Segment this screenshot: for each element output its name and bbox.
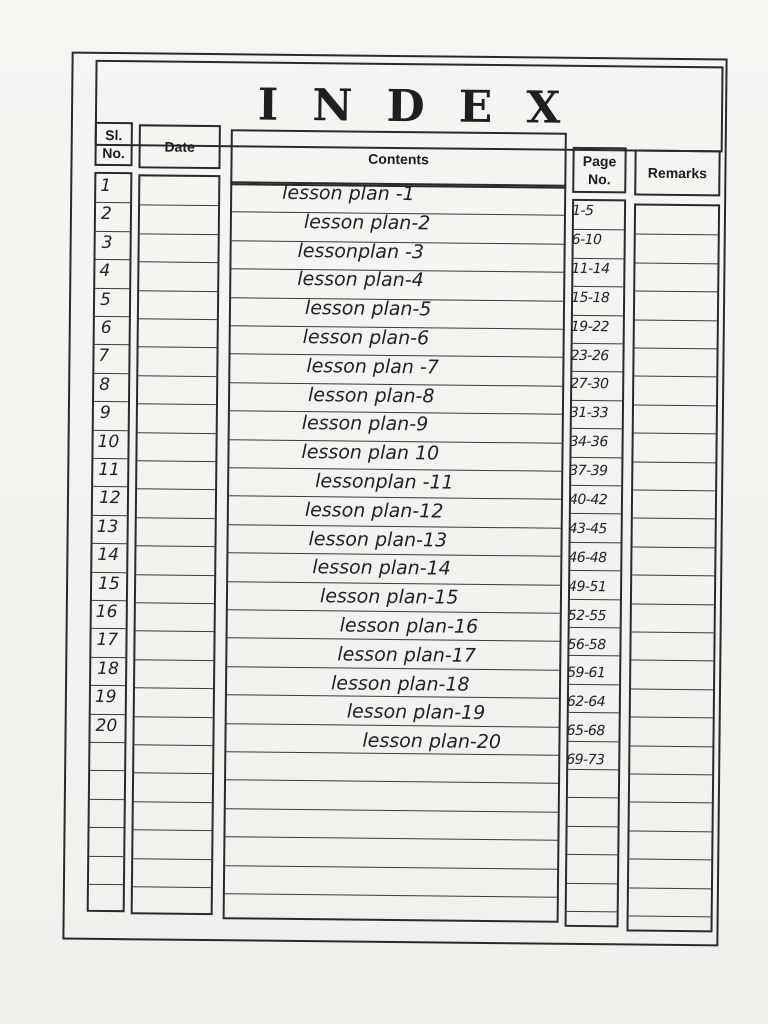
entry-page-range: 49-51 xyxy=(568,578,607,595)
row-rule xyxy=(226,808,558,812)
entry-content: lesson plan-19 xyxy=(346,700,486,725)
entry-page-range: 37-39 xyxy=(569,462,608,480)
row-rule xyxy=(633,546,715,548)
row-rule xyxy=(571,485,621,487)
row-rule xyxy=(134,801,212,803)
entry-content: lesson plan-16 xyxy=(339,614,479,638)
entry-page-range: 65-68 xyxy=(566,722,605,740)
row-rule xyxy=(567,911,617,913)
row-rule xyxy=(630,802,712,804)
header-sl-no: Sl. No. xyxy=(94,122,132,166)
entry-content: lesson plan-4 xyxy=(297,268,424,292)
row-rule xyxy=(134,773,212,775)
entry-page-range: 52-55 xyxy=(567,607,607,624)
row-rule xyxy=(574,229,624,231)
row-rule xyxy=(138,432,216,434)
row-rule xyxy=(228,552,560,556)
entry-content: lesson plan 10 xyxy=(301,441,440,465)
entry-sl-no: 10 xyxy=(97,431,120,452)
entry-page-range: 15-18 xyxy=(571,289,610,306)
row-rule xyxy=(573,286,623,288)
entry-page-range: 31-33 xyxy=(569,405,609,422)
entry-page-range: 34-36 xyxy=(569,434,608,451)
entry-sl-no: 6 xyxy=(100,317,112,339)
row-rule xyxy=(136,574,214,576)
row-rule xyxy=(634,404,716,406)
row-rule xyxy=(574,258,624,260)
entry-content: lessonplan -11 xyxy=(315,470,454,494)
entry-page-range: 1-5 xyxy=(571,202,594,220)
row-rule xyxy=(632,631,714,633)
row-rule xyxy=(89,855,123,856)
entry-page-range: 43-45 xyxy=(568,520,607,538)
row-rule xyxy=(635,319,717,321)
row-rule xyxy=(572,400,622,402)
entry-sl-no: 3 xyxy=(101,232,113,253)
entry-page-range: 62-64 xyxy=(566,694,606,711)
entry-content: lesson plan-20 xyxy=(362,729,502,754)
entry-sl-no: 4 xyxy=(99,261,111,282)
entry-sl-no: 1 xyxy=(100,175,112,197)
entry-content: lesson plan-2 xyxy=(303,210,431,235)
row-rule xyxy=(136,545,214,547)
entry-content: lesson plan-13 xyxy=(308,527,448,552)
entry-sl-no: 15 xyxy=(97,573,120,594)
entry-content: lesson plan-5 xyxy=(304,297,432,321)
row-rule xyxy=(90,742,124,743)
row-rule xyxy=(573,343,623,345)
entry-content: lesson plan -7 xyxy=(306,354,439,379)
row-rule xyxy=(571,513,621,515)
row-rule xyxy=(228,638,560,642)
row-rule xyxy=(134,744,212,746)
entry-sl-no: 7 xyxy=(98,346,110,367)
row-rule xyxy=(571,456,621,458)
entry-page-range: 56-58 xyxy=(567,636,606,653)
entry-content: lesson plan-9 xyxy=(301,412,429,436)
row-rule xyxy=(90,827,124,828)
row-rule xyxy=(633,461,715,463)
row-rule xyxy=(630,773,712,775)
row-rule xyxy=(137,489,215,491)
entry-content: lesson plan-8 xyxy=(307,383,435,408)
entry-sl-no: 13 xyxy=(96,516,119,537)
row-rule xyxy=(633,489,715,491)
entry-sl-no: 8 xyxy=(99,374,111,395)
header-contents: Contents xyxy=(230,129,567,189)
row-rule xyxy=(90,799,124,800)
row-rule xyxy=(631,660,713,662)
row-rule xyxy=(570,598,620,600)
row-rule xyxy=(139,261,217,263)
entry-sl-no: 16 xyxy=(95,601,118,623)
row-rule xyxy=(629,915,711,917)
entry-page-range: 6-10 xyxy=(571,231,602,249)
entry-content: lessonplan -3 xyxy=(297,239,425,263)
entry-page-range: 19-22 xyxy=(570,318,610,335)
column-remarks xyxy=(626,203,720,932)
entry-sl-no: 18 xyxy=(97,658,119,679)
row-rule xyxy=(568,740,618,742)
row-rule xyxy=(567,854,617,856)
row-rule xyxy=(133,886,211,888)
row-rule xyxy=(138,375,216,377)
row-rule xyxy=(135,716,213,718)
row-rule xyxy=(569,712,619,714)
row-rule xyxy=(569,655,619,657)
entry-sl-no: 9 xyxy=(99,403,111,424)
row-rule xyxy=(137,460,215,462)
row-rule xyxy=(139,290,217,292)
row-rule xyxy=(630,745,712,747)
header-remarks: Remarks xyxy=(634,149,720,196)
row-rule xyxy=(634,433,716,435)
row-rule xyxy=(139,318,217,320)
row-rule xyxy=(140,233,218,235)
entry-content: lesson plan-6 xyxy=(302,326,430,350)
row-rule xyxy=(138,403,216,405)
entry-content: lesson plan-18 xyxy=(330,671,470,696)
row-rule xyxy=(570,570,620,572)
row-rule xyxy=(227,723,559,727)
row-rule xyxy=(634,376,716,378)
entry-content: lesson plan-14 xyxy=(312,556,451,580)
row-rule xyxy=(135,659,213,661)
row-rule xyxy=(572,428,622,430)
row-rule xyxy=(629,887,711,889)
row-rule xyxy=(569,684,619,686)
entry-sl-no: 12 xyxy=(98,488,121,509)
entry-page-range: 11-14 xyxy=(571,260,610,278)
entry-content: lesson plan -1 xyxy=(282,181,415,206)
row-rule xyxy=(573,314,623,316)
row-rule xyxy=(227,666,559,670)
row-rule xyxy=(136,631,214,633)
column-date xyxy=(131,174,221,915)
row-rule xyxy=(137,517,215,519)
row-rule xyxy=(632,575,714,577)
entry-content: lesson plan-17 xyxy=(337,643,477,667)
row-rule xyxy=(630,830,712,832)
page-title: INDEX xyxy=(257,79,595,134)
row-rule xyxy=(135,687,213,689)
row-rule xyxy=(570,627,620,629)
row-rule xyxy=(133,858,211,860)
row-rule xyxy=(228,609,560,613)
row-rule xyxy=(635,291,717,293)
column-sl-no xyxy=(87,172,133,912)
entry-page-range: 40-42 xyxy=(568,491,608,509)
row-rule xyxy=(134,829,212,831)
entry-sl-no: 17 xyxy=(96,630,119,651)
header-page-no: Page No. xyxy=(572,147,626,194)
header-date: Date xyxy=(138,124,220,169)
row-rule xyxy=(568,797,618,799)
entry-page-range: 23-26 xyxy=(570,347,609,364)
entry-sl-no: 5 xyxy=(99,289,112,310)
row-rule xyxy=(226,780,558,784)
entry-sl-no: 19 xyxy=(94,687,117,708)
row-rule xyxy=(636,234,718,236)
entry-content: lesson plan-12 xyxy=(304,498,444,523)
entry-page-range: 59-61 xyxy=(567,665,606,682)
column-contents xyxy=(223,181,567,922)
row-rule xyxy=(571,542,621,544)
row-rule xyxy=(568,826,618,828)
entry-page-range: 27-30 xyxy=(570,376,609,393)
row-rule xyxy=(90,770,124,771)
row-rule xyxy=(635,348,717,350)
entry-page-range: 46-48 xyxy=(568,549,607,567)
row-rule xyxy=(631,688,713,690)
row-rule xyxy=(140,205,218,207)
row-rule xyxy=(225,893,557,897)
row-rule xyxy=(633,518,715,520)
row-rule xyxy=(225,836,557,840)
index-table-frame xyxy=(62,52,727,947)
entry-page-range: 69-73 xyxy=(566,751,605,769)
row-rule xyxy=(228,581,560,585)
entry-sl-no: 11 xyxy=(98,459,121,481)
entry-sl-no: 14 xyxy=(97,545,120,566)
row-rule xyxy=(572,371,622,373)
row-rule xyxy=(629,859,711,861)
row-rule xyxy=(225,865,557,869)
row-rule xyxy=(632,603,714,605)
row-rule xyxy=(89,884,123,885)
row-rule xyxy=(567,882,617,884)
row-rule xyxy=(635,262,717,264)
entry-content: lesson plan-15 xyxy=(319,585,459,609)
row-rule xyxy=(136,602,214,604)
row-rule xyxy=(139,347,217,349)
entry-sl-no: 2 xyxy=(100,204,112,225)
entry-sl-no: 20 xyxy=(95,715,118,736)
row-rule xyxy=(227,694,559,698)
row-rule xyxy=(631,717,713,719)
row-rule xyxy=(568,769,618,771)
